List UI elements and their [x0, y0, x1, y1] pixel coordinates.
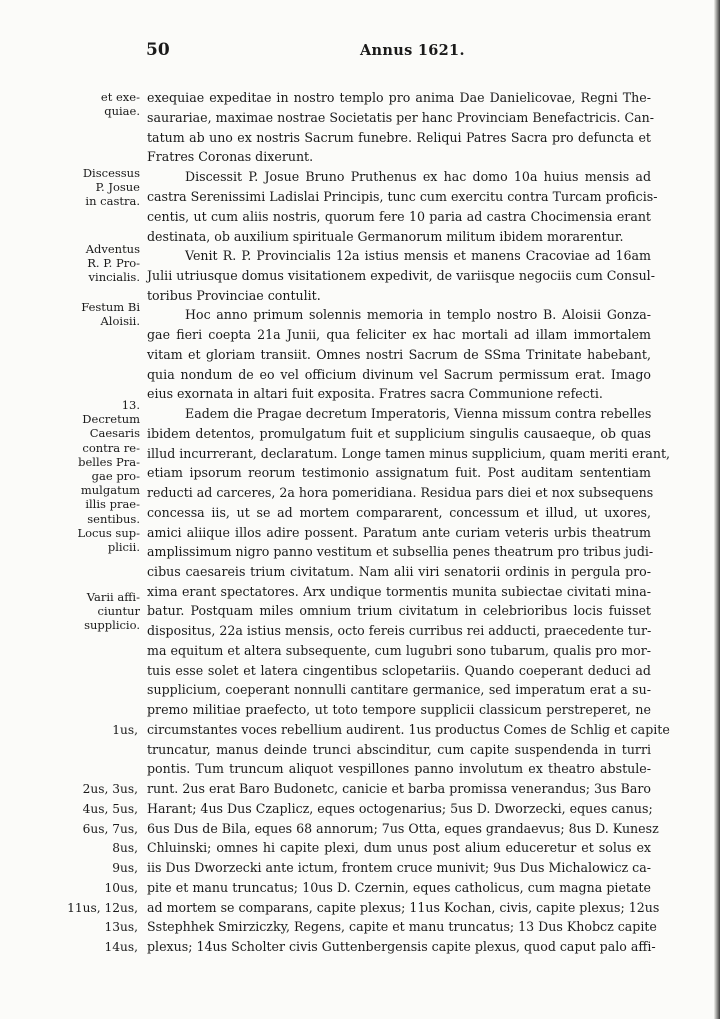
margin-note-discessus: Discessus P. Josue in castra. — [82, 166, 140, 209]
body-line: cibus caesareis trium civitatum. Nam alii viri senatorii ordinis in pergula pro- — [147, 564, 651, 579]
body-line: gae fieri coepta 21a Junii, qua feliciter ex hac mortali ad illam immortalem — [147, 327, 651, 342]
body-line: reducti ad carceres, 2a hora pomeridiana. Residua pars diei et nox subsequens — [147, 485, 654, 500]
body-line: vitam et gloriam transiit. Omnes nostri Sacrum de SSma Trinitate habebant, — [147, 347, 651, 362]
body-line: batur. Postquam miles omnium trium civitatum in celebrioribus locis fuisset — [147, 603, 651, 618]
body-line: runt. 2us erat Baro Budonetc, canicie et barba promissa venerandus; 3us Baro — [147, 781, 651, 796]
body-line: tatum ab uno ex nostris Sacrum funebre. Reliqui Patres Sacra pro defuncta et — [147, 130, 651, 145]
body-line: premo militiae praefecto, ut toto tempore supplicii classicum perstreperet, ne — [147, 702, 651, 717]
body-line: pite et manu truncatus; 10us D. Czernin, eques catholicus, cum magna pietate — [147, 880, 651, 895]
body-line: Sstephhek Smirziczky, Regens, capite et manu truncatus; 13 Dus Khobcz capite — [147, 919, 657, 934]
body-line: tuis esse solet et latera cingentibus sclopetariis. Quando coeperant deduci ad — [147, 663, 651, 678]
margin-note-festum: Festum Bi Aloisii. — [81, 300, 140, 329]
body-line: circumstantes voces rebellium audirent. 1us productus Comes de Schlig et capite — [147, 722, 670, 737]
body-line: castra Serenissimi Ladislai Principis, tunc cum exercitu contra Turcam proficis- — [147, 189, 658, 204]
ordinal-label: 6us, 7us, — [82, 822, 138, 836]
body-line: ma equitum et altera subsequente, cum lugubri sono tubarum, qualis pro mor- — [147, 643, 651, 658]
margin-note-decretum: 13. Decretum Caesaris contra re- belles Pra- gae pro- mulgatum illis prae- sentibus. Locus sup- plicii. — [77, 398, 140, 555]
margin-note-varii: Varii affi- ciuntur supplicio. — [84, 590, 140, 633]
body-line: amici aliique illos adire possent. Paratum ante curiam veteris urbis theatrum — [147, 525, 651, 540]
ordinal-label: 8us, — [112, 841, 138, 855]
body-line: etiam ipsorum reorum testimonio assignatum fuit. Post auditam sententiam — [147, 465, 651, 480]
body-line: quia nondum de eo vel officium divinum vel Sacrum permissum erat. Imago — [147, 367, 651, 382]
body-line: xima erant spectatores. Arx undique tormentis munita subiectae civitati mina- — [147, 584, 651, 599]
body-line: Hoc anno primum solennis memoria in templo nostro B. Aloisii Gonza- — [185, 307, 651, 322]
ordinal-label: 4us, 5us, — [82, 802, 138, 816]
body-line: Fratres Coronas dixerunt. — [147, 149, 314, 164]
body-line: saurariae, maximae nostrae Societatis per hanc Provinciam Benefactricis. Can- — [147, 110, 655, 125]
body-line: Eadem die Pragae decretum Imperatoris, Vienna missum contra rebelles — [185, 406, 652, 421]
page-number: 50 — [146, 40, 170, 60]
body-line: Julii utriusque domus visitationem expedivit, de variisque negociis cum Consul- — [147, 268, 655, 283]
margin-note-exequiae: et exe- quiae. — [100, 90, 140, 119]
ordinal-label: 13us, — [104, 920, 138, 934]
body-line: Harant; 4us Dus Czaplicz, eques octogenarius; 5us D. Dworzecki, eques canus; — [147, 801, 653, 816]
body-line: pontis. Tum truncum aliquot vespillones panno involutum ex theatro abstule- — [147, 761, 651, 776]
page-header — [0, 40, 720, 64]
ordinal-label: 9us, — [112, 861, 138, 875]
body-line: iis Dus Dworzecki ante ictum, frontem cruce munivit; 9us Dus Michalowicz ca- — [147, 860, 651, 875]
body-line: amplissimum nigro panno vestitum et subsellia penes theatrum pro tribus judi- — [147, 544, 654, 559]
body-line: Discessit P. Josue Bruno Pruthenus ex hac domo 10a huius mensis ad — [185, 169, 651, 184]
body-line: centis, ut cum aliis nostris, quorum fere 10 paria ad castra Chocimensia erant — [147, 209, 651, 224]
body-line: Venit R. P. Provincialis 12a istius mensis et manens Cracoviae ad 16am — [185, 248, 651, 263]
body-line: exequiae expeditae in nostro templo pro anima Dae Danielicovae, Regni The- — [147, 90, 651, 105]
ordinal-label: 11us, 12us, — [67, 901, 138, 915]
body-line: 6us Dus de Bila, eques 68 annorum; 7us Otta, eques grandaevus; 8us D. Kunesz — [147, 821, 659, 836]
running-title: Annus 1621. — [360, 42, 465, 59]
ordinal-label: 14us, — [104, 940, 138, 954]
body-line: eius exornata in altari fuit exposita. Fratres sacra Communione refecti. — [147, 386, 603, 401]
body-line: truncatur, manus deinde trunci abscinditur, cum capite suspendenda in turri — [147, 742, 651, 757]
margin-note-adventus: Adventus R. P. Pro- vincialis. — [85, 242, 140, 285]
body-line: destinata, ob auxilium spirituale Germanorum militum ibidem morarentur. — [147, 229, 624, 244]
body-line: illud incurrerant, declaratum. Longe tamen minus supplicium, quam meriti erant, — [147, 446, 671, 461]
ordinal-label: 2us, 3us, — [82, 782, 138, 796]
ordinal-label: 1us, — [112, 723, 138, 737]
body-line: supplicium, coeperant nonnulli cantitare germanice, sed imperatum erat a su- — [147, 682, 651, 697]
body-line: Chluinski; omnes hi capite plexi, dum unus post alium educeretur et solus ex — [147, 840, 651, 855]
body-line: toribus Provinciae contulit. — [147, 288, 321, 303]
body-line: ibidem detentos, promulgatum fuit et supplicium singulis causaeque, ob quas — [147, 426, 651, 441]
body-line: ad mortem se comparans, capite plexus; 11us Kochan, civis, capite plexus; 12us — [147, 900, 660, 915]
ordinal-label: 10us, — [104, 881, 138, 895]
body-line: concessa iis, ut se ad mortem compararent, concessum et illud, ut uxores, — [147, 505, 651, 520]
body-line: plexus; 14us Scholter civis Guttenbergensis capite plexus, quod caput palo affi- — [147, 939, 656, 954]
page-binding-shadow — [714, 0, 720, 1019]
body-line: dispositus, 22a istius mensis, octo fereis curribus rei adducti, praecedente tur- — [147, 623, 652, 638]
